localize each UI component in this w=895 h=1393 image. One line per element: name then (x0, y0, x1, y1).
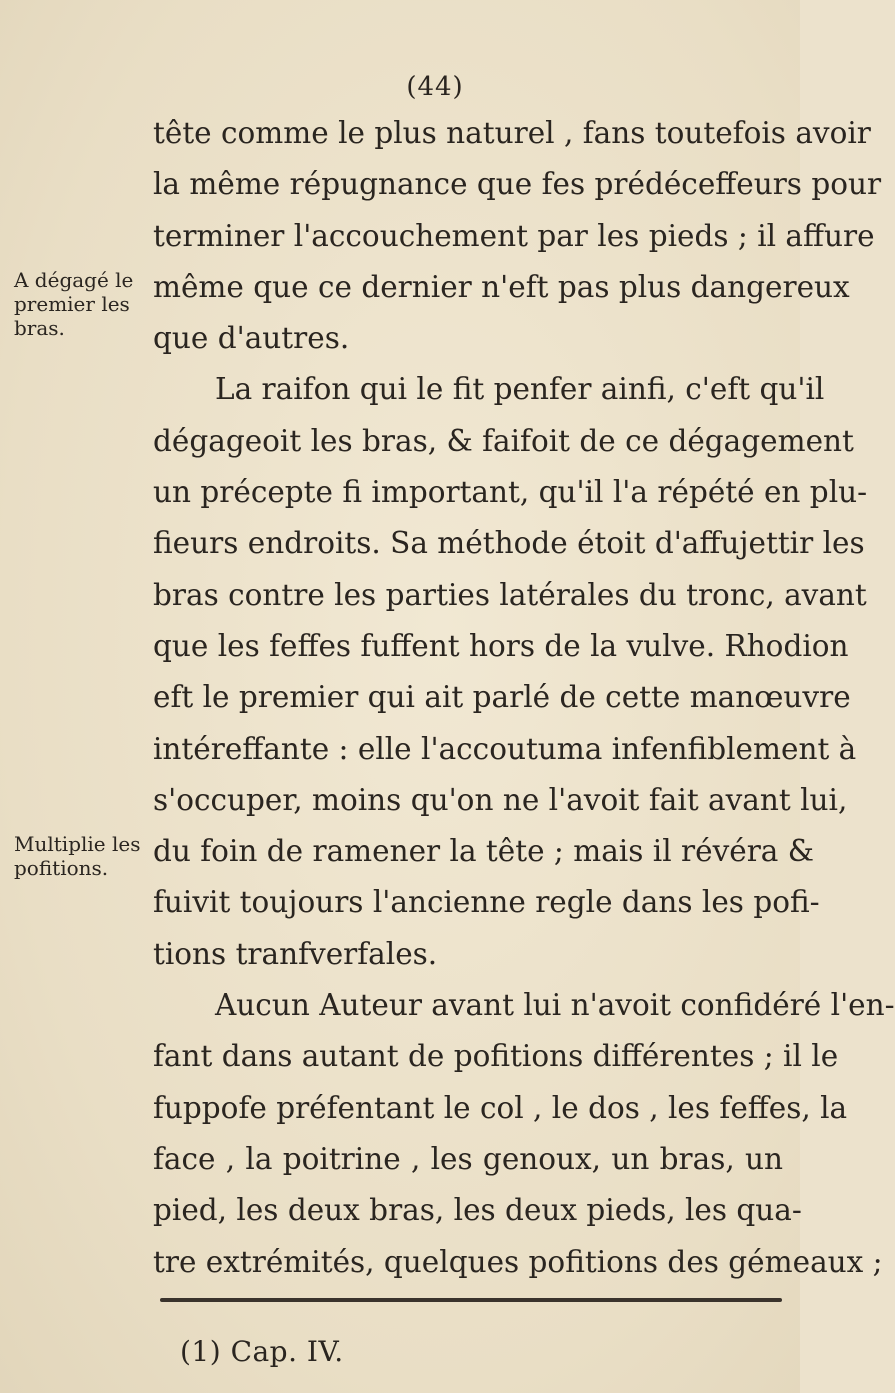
text-line: un précepte fi important, qu'il l'a répété en plu- (153, 475, 868, 510)
text-line: fuivit toujours l'ancienne regle dans les pofi- (153, 885, 820, 920)
footnote-divider (160, 1298, 782, 1302)
text-line: fieurs endroits. Sa méthode étoit d'affujettir les (153, 526, 865, 561)
margin-note-positions (14, 832, 149, 880)
text-line: eft le premier qui ait parlé de cette manœuvre (153, 680, 851, 715)
text-line: pied, les deux bras, les deux pieds, les qua- (153, 1193, 802, 1228)
text-line: tête comme le plus naturel , fans toutefois avoir (153, 116, 871, 150)
text-line: s'occuper, moins qu'on ne l'avoit fait avant lui, (153, 782, 848, 817)
margin-note-dégagé (14, 268, 149, 340)
margin-note-line: A dégagé le (14, 268, 134, 292)
text-line: face , la poitrine , les genoux, un bras, un (153, 1141, 783, 1176)
text-line: que les feffes fuffent hors de la vulve. Rhodion (153, 628, 849, 663)
text-line: tre extrémités, quelques pofitions des gémeaux ; (153, 1244, 883, 1279)
text-line: bras contre les parties latérales du tronc, avant (153, 577, 867, 612)
text-line: La raifon qui le fit penfer ainfi, c'eft qu'il (215, 372, 825, 407)
text-line: terminer l'accouchement par les pieds ; il affure (153, 218, 875, 253)
margin-note-line: Multiplie les (14, 832, 141, 856)
margin-note-line: pofitions. (14, 856, 109, 880)
text-line: fant dans autant de pofitions différentes ; il le (153, 1039, 839, 1074)
page-number: (44) (406, 72, 464, 102)
body-text (153, 108, 895, 1288)
text-line: la même répugnance que fes prédéceffeurs pour (153, 167, 882, 202)
text-line: du foin de ramener la tête ; mais il révéra & (153, 834, 815, 869)
paragraph-2 (153, 364, 868, 980)
text-line: fuppofe préfentant le col , le dos , les feffes, la (153, 1090, 848, 1125)
margin-note-line: premier les (14, 292, 130, 316)
text-line: que d'autres. (153, 321, 350, 356)
margin-note-line: bras. (14, 316, 65, 340)
paragraph-3 (153, 980, 895, 1288)
footnote: (1) Cap. IV. (180, 1335, 344, 1368)
text-line: tions tranfverfales. (153, 936, 438, 971)
text-line: dégageoit les bras, & faifoit de ce dégagement (153, 423, 854, 458)
text-line: intéreffante : elle l'accoutuma infenfiblement à (153, 731, 857, 766)
text-line: même que ce dernier n'eft pas plus dangereux (153, 269, 850, 304)
paragraph-1 (153, 108, 882, 364)
text-line: Aucun Auteur avant lui n'avoit confidéré l'en- (215, 988, 895, 1023)
